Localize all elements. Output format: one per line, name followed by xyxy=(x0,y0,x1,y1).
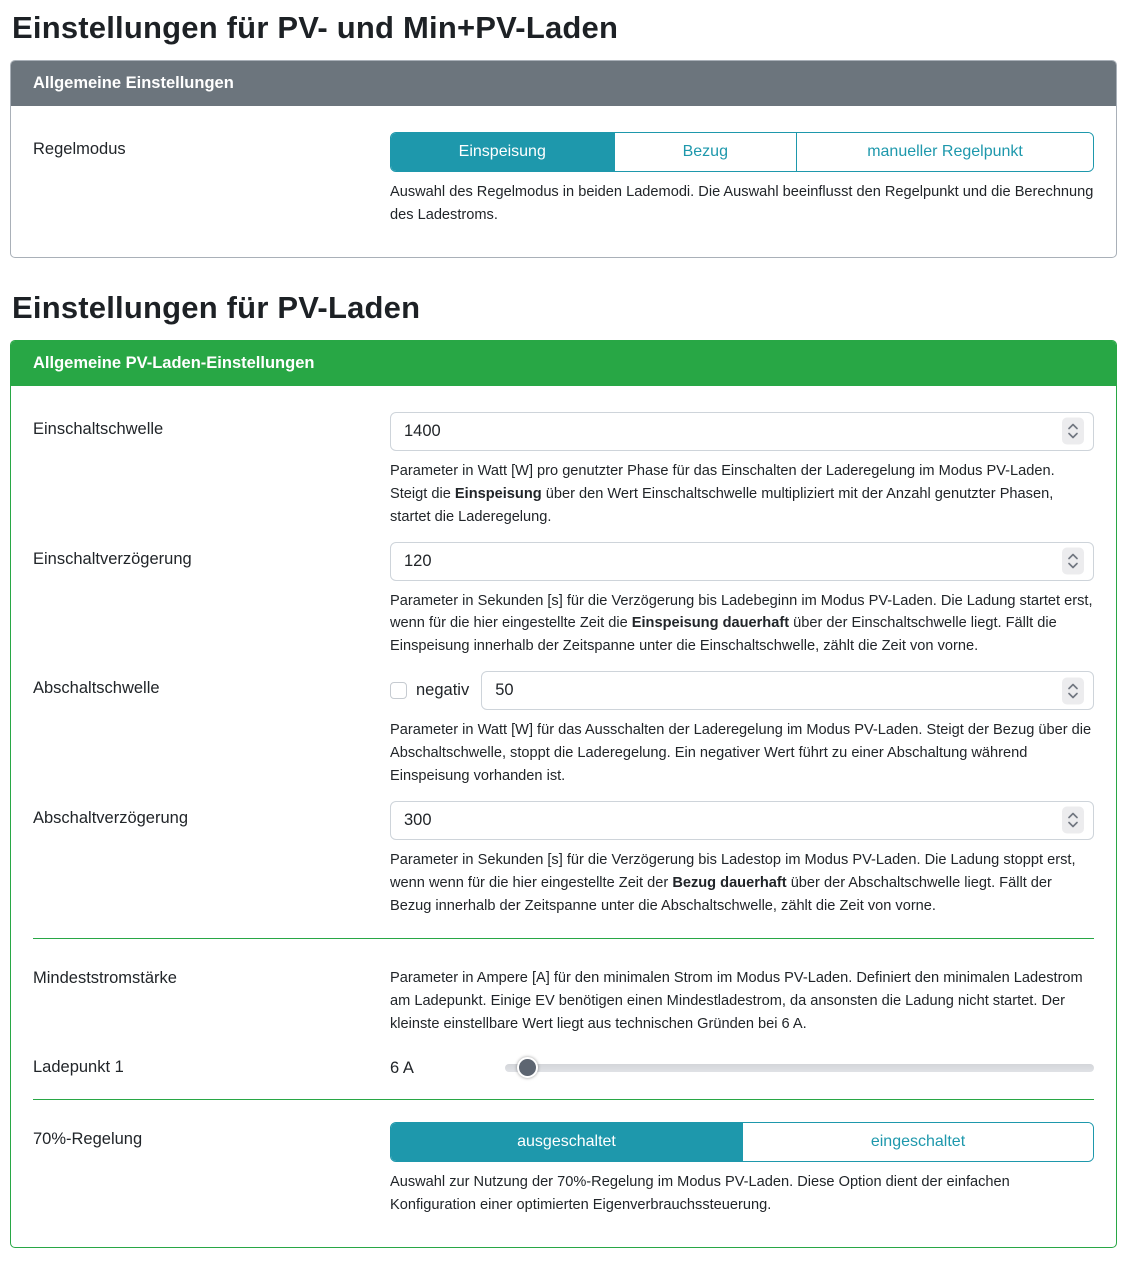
regelmodus-help-text: Auswahl des Regelmodus in beiden Lademodi. Die Auswahl beeinflusst den Regelpunkt und die Berechnung des Ladestroms. xyxy=(390,184,1094,223)
ladepunkt1-slider[interactable] xyxy=(505,1057,1094,1079)
regelung70-label: 70%-Regelung xyxy=(33,1130,143,1149)
regelmodus-row xyxy=(33,132,1094,227)
regelmodus-button-group xyxy=(390,132,1094,172)
regelung70-option-eingeschaltet[interactable]: eingeschaltet xyxy=(742,1123,1093,1161)
abschaltverzoegerung-input-wrap xyxy=(390,801,1094,840)
slider-track[interactable] xyxy=(505,1064,1094,1072)
einschaltverzoegerung-input[interactable] xyxy=(390,542,1094,581)
pv-settings-card xyxy=(10,340,1117,1248)
einschaltschwelle-input-wrap xyxy=(390,412,1094,451)
einschaltschwelle-label: Einschaltschwelle xyxy=(33,419,164,438)
section-divider xyxy=(33,1099,1094,1100)
ladepunkt1-control xyxy=(390,1057,1094,1079)
abschaltschwelle-control xyxy=(390,671,1094,788)
abschaltschwelle-row xyxy=(33,671,1094,788)
einschaltverzoegerung-row xyxy=(33,542,1094,659)
abschaltschwelle-label: Abschaltschwelle xyxy=(33,679,160,698)
page-title-main: Einstellungen für PV- und Min+PV-Laden xyxy=(12,10,619,45)
slider-thumb[interactable] xyxy=(517,1057,538,1078)
section-divider xyxy=(33,938,1094,939)
general-settings-card-body xyxy=(11,106,1116,257)
negativ-checkbox[interactable] xyxy=(390,682,407,699)
mindeststrom-label: Mindeststromstärke xyxy=(33,968,177,987)
regelung70-row xyxy=(33,1122,1094,1217)
regelmodus-option-manueller-regelpunkt[interactable]: manueller Regelpunkt xyxy=(796,133,1093,171)
ladepunkt1-current-value: 6 A xyxy=(390,1058,414,1077)
number-stepper-icon[interactable] xyxy=(1062,677,1084,704)
abschaltverzoegerung-input[interactable] xyxy=(390,801,1094,840)
einschaltverzoegerung-label: Einschaltverzögerung xyxy=(33,549,192,568)
general-settings-card-header: Allgemeine Einstellungen xyxy=(11,61,1116,106)
einschaltschwelle-help-text: Parameter in Watt [W] pro genutzter Phase für das Einschalten der Laderegelung im Modus PV-Laden. Steigt die Einspeisung über den Wert Einschaltschwelle multipliziert mit der Anzahl genutzter Phasen, startet die Laderegelung. xyxy=(390,462,1055,525)
regelung70-button-group xyxy=(390,1122,1094,1162)
abschaltschwelle-input-group xyxy=(390,671,1094,710)
abschaltschwelle-help-text: Parameter in Watt [W] für das Ausschalten der Laderegelung im Modus PV-Laden. Steigt der Bezug über die Abschaltschwelle, stoppt die Laderegelung. Ein negativer Wert führt zu einer Abschaltung während Einspeisung vorhanden ist. xyxy=(390,722,1092,785)
number-stepper-icon[interactable] xyxy=(1062,807,1084,834)
abschaltverzoegerung-help-text: Parameter in Sekunden [s] für die Verzögerung bis Ladestop im Modus PV-Laden. Die Ladung stoppt erst, wenn wenn für die hier eingestellte Zeit der Bezug dauerhaft über der Abschaltschwelle liegt. Fällt der Bezug innerhalb der Zeitspanne unter die Abschaltschwelle, zählt die Zeit von vorne. xyxy=(390,851,1076,914)
einschaltschwelle-input[interactable] xyxy=(390,412,1094,451)
regelmodus-option-einspeisung[interactable]: Einspeisung xyxy=(391,133,614,171)
regelmodus-control xyxy=(390,132,1094,227)
abschaltverzoegerung-row xyxy=(33,801,1094,918)
einschaltverzoegerung-control xyxy=(390,542,1094,659)
negativ-checkbox-label: negativ xyxy=(416,681,470,700)
ladepunkt1-row xyxy=(33,1057,1094,1079)
einschaltschwelle-control xyxy=(390,412,1094,529)
regelung70-option-ausgeschaltet[interactable]: ausgeschaltet xyxy=(391,1123,742,1161)
abschaltschwelle-input[interactable] xyxy=(481,671,1094,710)
number-stepper-icon[interactable] xyxy=(1062,418,1084,445)
regelmodus-option-bezug[interactable]: Bezug xyxy=(614,133,797,171)
einschaltverzoegerung-input-wrap xyxy=(390,542,1094,581)
pv-settings-card-body xyxy=(11,386,1116,1247)
regelung70-help-text: Auswahl zur Nutzung der 70%-Regelung im Modus PV-Laden. Diese Option dient der einfachen Konfiguration einer optimierten Eigenverbrauchssteuerung. xyxy=(390,1174,1010,1214)
abschaltschwelle-input-wrap xyxy=(481,671,1094,710)
general-settings-card xyxy=(10,60,1117,258)
ladepunkt1-label: Ladepunkt 1 xyxy=(33,1058,124,1077)
einschaltschwelle-row xyxy=(33,412,1094,529)
abschaltverzoegerung-label: Abschaltverzögerung xyxy=(33,808,189,827)
abschaltverzoegerung-control xyxy=(390,801,1094,918)
einschaltverzoegerung-help-text: Parameter in Sekunden [s] für die Verzögerung bis Ladebeginn im Modus PV-Laden. Die Ladung startet erst, wenn für die hier eingestellte Zeit die Einspeisung dauerhaft über der Einschaltschwelle liegt. Fällt die Einspeisung innerhalb der Zeitspanne unter die Einschaltschwelle, zählt die Zeit von vorne. xyxy=(390,592,1093,655)
mindeststrom-control xyxy=(390,961,1094,1036)
mindeststrom-row xyxy=(33,961,1094,1036)
pv-settings-card-header: Allgemeine PV-Laden-Einstellungen xyxy=(11,341,1116,386)
regelmodus-label: Regelmodus xyxy=(33,140,126,158)
mindeststrom-help-text: Parameter in Ampere [A] für den minimalen Strom im Modus PV-Laden. Definiert den minimalen Ladestrom am Ladepunkt. Einige EV benötigen einen Mindestladestrom, da ansonsten die Ladung nicht startet. Der kleinste einstellbare Wert liegt aus technischen Gründen bei 6 A. xyxy=(390,969,1083,1032)
number-stepper-icon[interactable] xyxy=(1062,548,1084,575)
page-title-pv: Einstellungen für PV-Laden xyxy=(12,289,421,325)
regelung70-control xyxy=(390,1122,1094,1217)
